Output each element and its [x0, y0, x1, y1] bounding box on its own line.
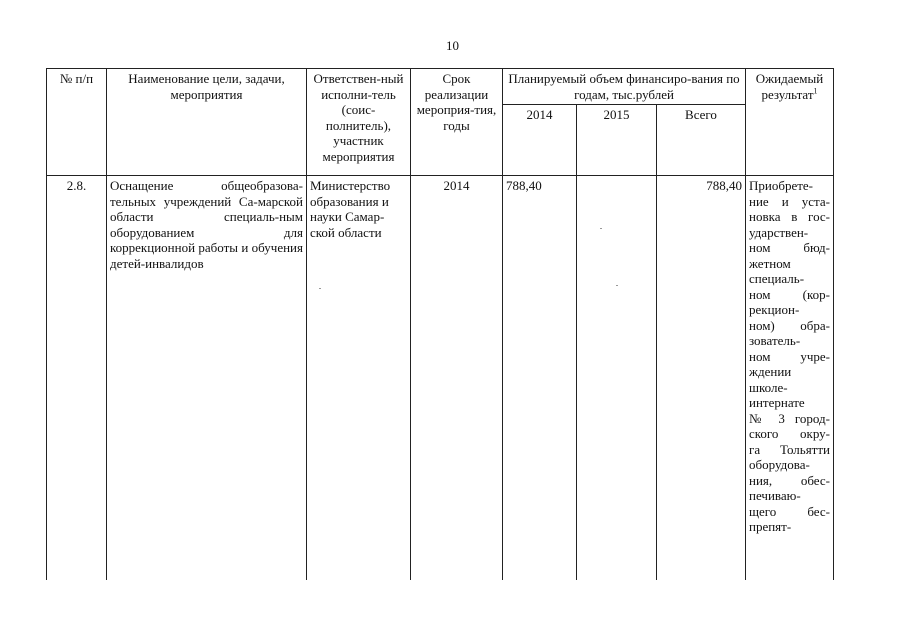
header-term: Срок реализации мероприя-тия, годы [411, 69, 503, 176]
result-line: ном (кор- [749, 286, 830, 302]
result-line: школе- [749, 379, 788, 395]
result-line: ждении [749, 364, 792, 379]
header-year-2015: 2015 [577, 105, 657, 176]
row-term: 2014 [411, 176, 503, 581]
result-line: ударствен- [749, 224, 809, 240]
header-total: Всего [657, 105, 746, 176]
header-num: № п/п [47, 69, 107, 176]
header-result [746, 69, 834, 176]
header-financing: Планируемый объем финансиро-вания по годам, тыс.рублей [503, 69, 746, 105]
header-row [47, 69, 834, 105]
scan-speck [600, 228, 602, 229]
result-line: интернате [749, 395, 805, 410]
result-line: га Тольятти [749, 441, 830, 457]
result-line: печиваю- [749, 488, 801, 503]
result-line: № 3 город- [749, 410, 830, 426]
result-line: оборудова- [749, 457, 810, 472]
result-line: Приобрете- [749, 178, 814, 193]
result-footnote-mark: 1 [813, 86, 818, 96]
row-amount-2014: 788,40 [503, 176, 577, 581]
scan-speck [319, 288, 321, 289]
header-result-text: Ожидаемый результат [755, 71, 824, 102]
result-line: специаль- [749, 271, 805, 286]
result-line: ского окру- [749, 426, 830, 441]
result-line: ном бюд- [749, 240, 830, 255]
scan-speck [616, 285, 618, 286]
result-line: препят- [749, 519, 792, 534]
result-line: рекцион- [749, 302, 800, 317]
result-line: ном учре- [749, 348, 830, 364]
result-line: жетном [749, 255, 791, 271]
table-row [47, 176, 834, 581]
row-result [746, 176, 834, 581]
result-line: новка в гос- [749, 209, 830, 224]
header-executor: Ответствен-ный исполни-тель (соис-полнитель), участник мероприятия [307, 69, 411, 176]
result-line: зователь- [749, 333, 801, 348]
result-line: щего бес- [749, 503, 830, 519]
header-year-2014: 2014 [503, 105, 577, 176]
result-line: ния, обес- [749, 472, 830, 488]
row-goal: Оснащение общеобразова-тельных учреждений Са-марской области специаль-ным оборудованием для коррекционной работы и обучения детей-инвалидов [107, 176, 307, 581]
header-goal: Наименование цели, задачи, мероприятия [107, 69, 307, 176]
row-num: 2.8. [47, 176, 107, 581]
result-line: ние и уста- [749, 193, 830, 209]
row-amount-2015 [577, 176, 657, 581]
row-executor: Министерство образования и науки Самар-ской области [307, 176, 411, 581]
page-number: 10 [446, 38, 459, 53]
activities-table [46, 68, 834, 580]
result-line: ном) обра- [749, 317, 830, 333]
row-total: 788,40 [657, 176, 746, 581]
